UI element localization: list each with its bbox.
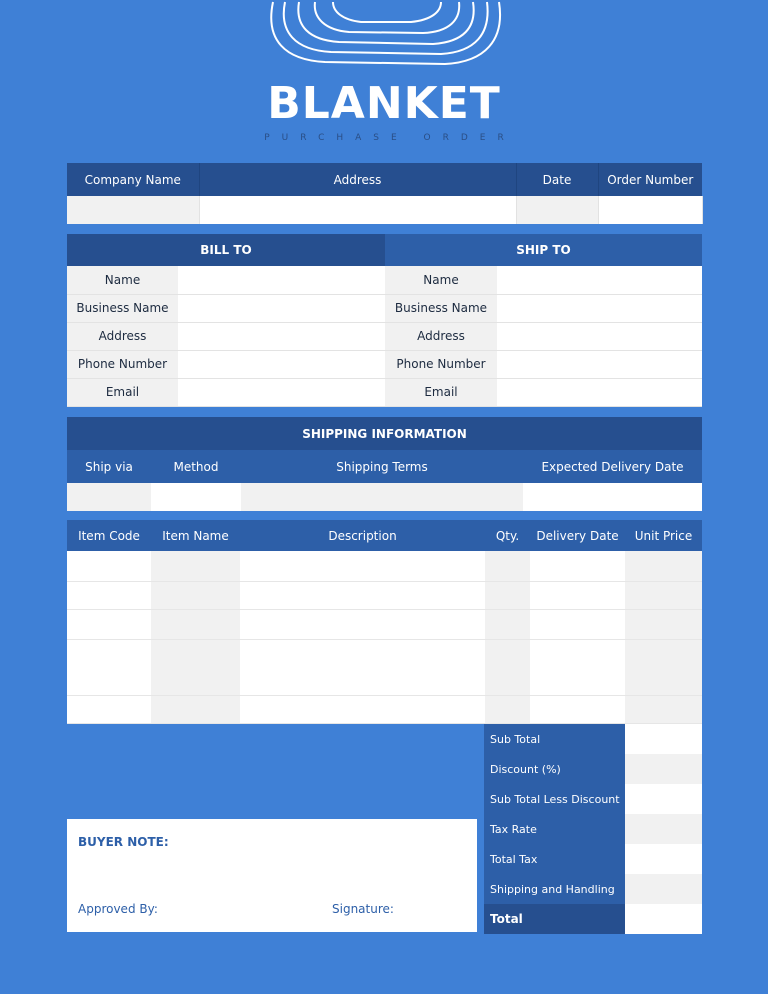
delivery-date-cell[interactable]	[530, 551, 625, 581]
column-date: Date	[516, 163, 598, 196]
bill-address-label: Address	[67, 322, 178, 350]
tax-rate-field[interactable]	[625, 814, 702, 844]
subtotal-label: Sub Total	[484, 724, 625, 754]
table-row	[67, 639, 702, 695]
shipping-handling-field[interactable]	[625, 874, 702, 904]
unit-price-cell[interactable]	[625, 581, 702, 609]
bill-ship-table	[67, 234, 702, 407]
ship-to-heading: SHIP TO	[385, 234, 702, 266]
item-name-cell[interactable]	[151, 639, 240, 695]
column-delivery-date: Delivery Date	[530, 520, 625, 551]
qty-cell[interactable]	[485, 551, 530, 581]
shipping-info-heading: SHIPPING INFORMATION	[67, 417, 702, 450]
buyer-note-title: BUYER NOTE:	[78, 835, 169, 849]
unit-price-cell[interactable]	[625, 551, 702, 581]
bill-to-heading: BILL TO	[67, 234, 385, 266]
column-method: Method	[151, 450, 241, 483]
date-field[interactable]	[516, 196, 598, 224]
order-number-field[interactable]	[598, 196, 702, 224]
ship-email-field[interactable]	[497, 378, 702, 406]
column-unit-price: Unit Price	[625, 520, 702, 551]
bill-business-field[interactable]	[178, 294, 385, 322]
column-description: Description	[240, 520, 485, 551]
unit-price-cell[interactable]	[625, 695, 702, 723]
subtotal-field[interactable]	[625, 724, 702, 754]
description-cell[interactable]	[240, 695, 485, 723]
qty-cell[interactable]	[485, 639, 530, 695]
shipping-terms-field[interactable]	[241, 483, 523, 511]
bill-address-field[interactable]	[178, 322, 385, 350]
item-name-cell[interactable]	[151, 581, 240, 609]
bill-email-field[interactable]	[178, 378, 385, 406]
delivery-date-cell[interactable]	[530, 609, 625, 639]
ship-business-field[interactable]	[497, 294, 702, 322]
description-cell[interactable]	[240, 581, 485, 609]
tax-rate-label: Tax Rate	[484, 814, 625, 844]
items-table	[67, 520, 702, 724]
column-item-code: Item Code	[67, 520, 151, 551]
ship-address-label: Address	[385, 322, 497, 350]
item-name-cell[interactable]	[151, 551, 240, 581]
buyer-note-box[interactable]	[67, 819, 477, 932]
table-row	[67, 581, 702, 609]
ship-name-field[interactable]	[497, 266, 702, 294]
item-code-cell[interactable]	[67, 639, 151, 695]
discount-field[interactable]	[625, 754, 702, 784]
total-field[interactable]	[625, 904, 702, 934]
totals-table	[484, 724, 702, 934]
item-code-cell[interactable]	[67, 609, 151, 639]
qty-cell[interactable]	[485, 581, 530, 609]
logo-icon	[265, 0, 505, 70]
document-title: BLANKET	[267, 78, 501, 129]
description-cell[interactable]	[240, 609, 485, 639]
shipping-info-table	[67, 417, 702, 511]
method-field[interactable]	[151, 483, 241, 511]
discount-label: Discount (%)	[484, 754, 625, 784]
item-code-cell[interactable]	[67, 695, 151, 723]
delivery-date-cell[interactable]	[530, 695, 625, 723]
ship-name-label: Name	[385, 266, 497, 294]
item-name-cell[interactable]	[151, 695, 240, 723]
table-row	[67, 551, 702, 581]
column-item-name: Item Name	[151, 520, 240, 551]
item-name-cell[interactable]	[151, 609, 240, 639]
subtotal-less-discount-field[interactable]	[625, 784, 702, 814]
signature-label: Signature:	[332, 902, 394, 916]
delivery-date-cell[interactable]	[530, 581, 625, 609]
bill-business-label: Business Name	[67, 294, 178, 322]
item-code-cell[interactable]	[67, 551, 151, 581]
approved-by-label: Approved By:	[78, 902, 158, 916]
total-tax-label: Total Tax	[484, 844, 625, 874]
total-label: Total	[484, 904, 625, 934]
table-row	[67, 609, 702, 639]
document-subtitle: PURCHASE ORDER	[264, 133, 516, 143]
expected-delivery-field[interactable]	[523, 483, 702, 511]
bill-phone-label: Phone Number	[67, 350, 178, 378]
bill-email-label: Email	[67, 378, 178, 406]
ship-email-label: Email	[385, 378, 497, 406]
bill-phone-field[interactable]	[178, 350, 385, 378]
shipping-handling-label: Shipping and Handling	[484, 874, 625, 904]
ship-address-field[interactable]	[497, 322, 702, 350]
column-company-name: Company Name	[67, 163, 199, 196]
ship-phone-field[interactable]	[497, 350, 702, 378]
qty-cell[interactable]	[485, 609, 530, 639]
total-tax-field[interactable]	[625, 844, 702, 874]
ship-via-field[interactable]	[67, 483, 151, 511]
address-field[interactable]	[199, 196, 516, 224]
column-ship-via: Ship via	[67, 450, 151, 483]
column-order-number: Order Number	[598, 163, 702, 196]
company-info-table	[67, 163, 703, 224]
column-address: Address	[199, 163, 516, 196]
subtotal-less-discount-label: Sub Total Less Discount	[484, 784, 625, 814]
company-name-field[interactable]	[67, 196, 199, 224]
delivery-date-cell[interactable]	[530, 639, 625, 695]
description-cell[interactable]	[240, 551, 485, 581]
column-expected-delivery: Expected Delivery Date	[523, 450, 702, 483]
unit-price-cell[interactable]	[625, 639, 702, 695]
unit-price-cell[interactable]	[625, 609, 702, 639]
description-cell[interactable]	[240, 639, 485, 695]
item-code-cell[interactable]	[67, 581, 151, 609]
column-qty: Qty.	[485, 520, 530, 551]
ship-phone-label: Phone Number	[385, 350, 497, 378]
ship-business-label: Business Name	[385, 294, 497, 322]
column-shipping-terms: Shipping Terms	[241, 450, 523, 483]
table-row	[67, 695, 702, 723]
bill-name-field[interactable]	[178, 266, 385, 294]
qty-cell[interactable]	[485, 695, 530, 723]
bill-name-label: Name	[67, 266, 178, 294]
